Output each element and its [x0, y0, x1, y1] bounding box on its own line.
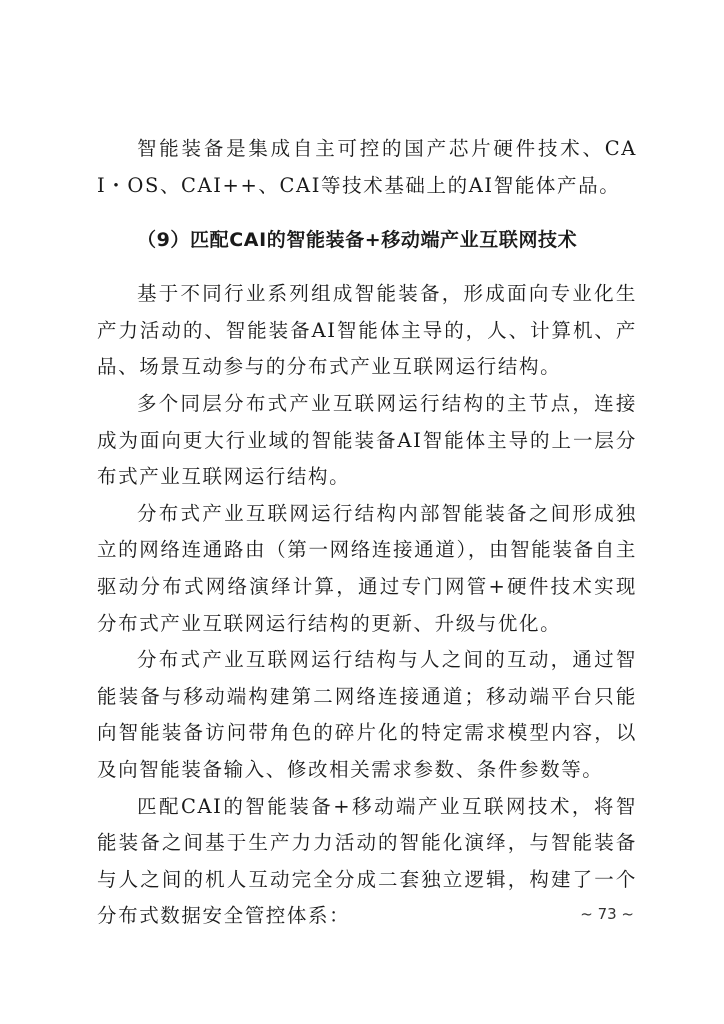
body-paragraph: 匹配CAI的智能装备+移动端产业互联网技术，将智能装备之间基于生产力力活动的智能化演绎，与智能装备与人之间的机人互动完全分成二套独立逻辑，构建了一个分布式数据安全管控体系：: [97, 794, 637, 928]
page-content: [97, 131, 637, 935]
intro-paragraph: 智能装备是集成自主可控的国产芯片硬件技术、CAI・OS、CAI++、CAI等技术基础上的AI智能体产品。: [97, 137, 637, 197]
body-paragraph: 多个同层分布式产业互联网运行结构的主节点，连接成为面向更大行业域的智能装备AI智能体主导的上一层分布式产业互联网运行结构。: [97, 391, 637, 489]
body-paragraph: 分布式产业互联网运行结构与人之间的互动，通过智能装备与移动端构建第二网络连接通道；移动端平台只能向智能装备访问带角色的碎片化的特定需求模型内容，以及向智能装备输入、修改相关需求参数、条件参数等。: [97, 648, 637, 781]
body-paragraph: 基于不同行业系列组成智能装备，形成面向专业化生产力活动的、智能装备AI智能体主导的，人、计算机、产品、场景互动参与的分布式产业互联网运行结构。: [97, 282, 637, 379]
page-number-footer: [0, 905, 724, 923]
section-heading: （9）匹配CAI的智能装备+移动端产业互联网技术: [137, 229, 578, 252]
page-number: ~ 73 ~: [580, 905, 634, 923]
body-paragraph: 分布式产业互联网运行结构内部智能装备之间形成独立的网络连通路由（第一网络连接通道），由智能装备自主驱动分布式网络演绎计算，通过专门网管+硬件技术实现分布式产业互联网运行结构的更新、升级与优化。: [97, 501, 637, 635]
